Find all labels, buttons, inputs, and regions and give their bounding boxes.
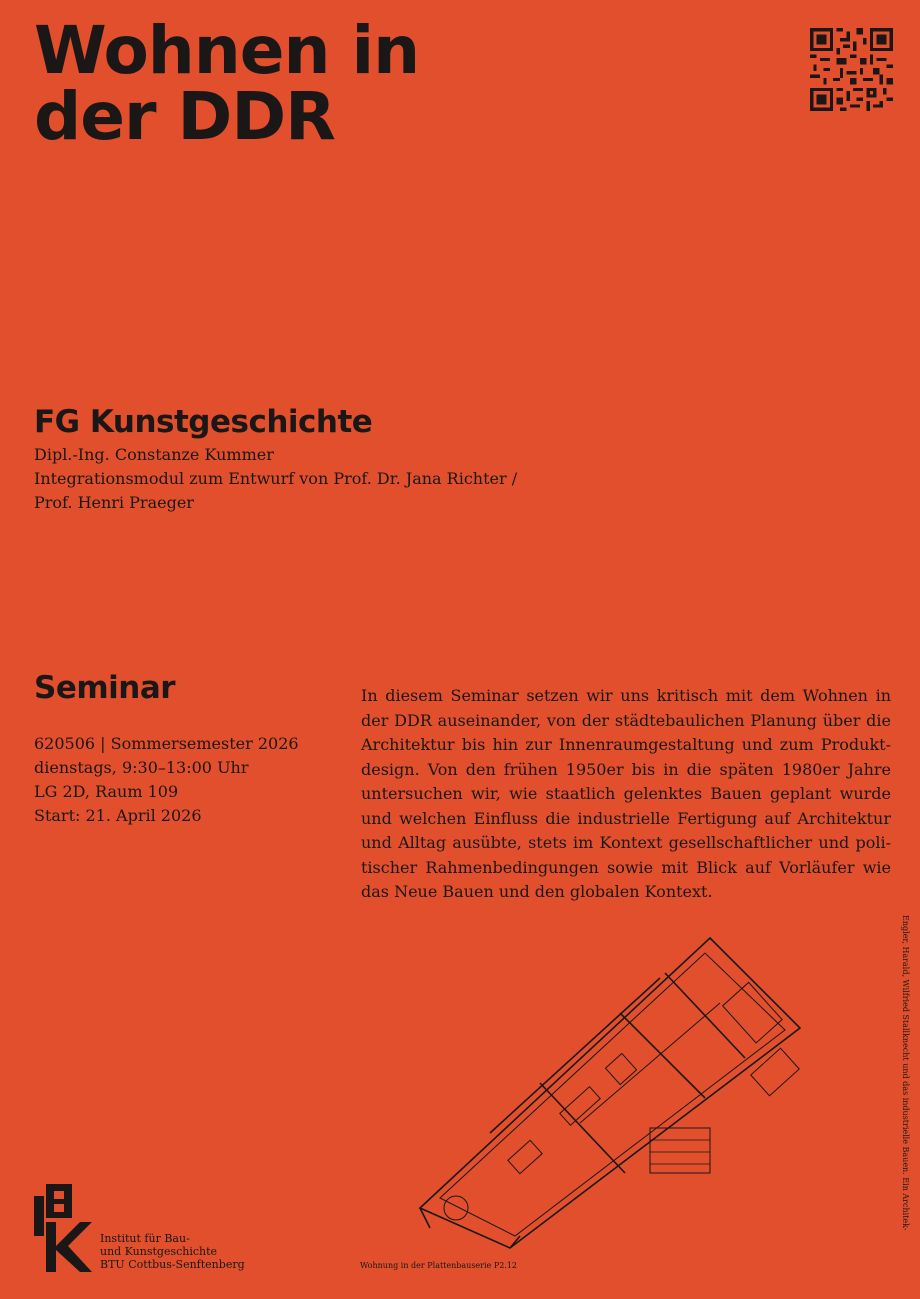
institute-line-1: Institut für Bau- [100,1232,190,1245]
qr-code-icon[interactable] [810,28,893,111]
institute-line-3: BTU Cottbus-Senftenberg [100,1258,245,1271]
drawing-caption: Wohnung in der Plattenbauserie P2.12 [360,1261,518,1270]
module-line-continued: Prof. Henri Praeger [34,493,194,512]
institute-name [100,1232,245,1271]
seminar-details [34,732,299,828]
course-number-line: 620506 | Sommersemester 2026 [34,734,299,753]
room-line: LG 2D, Raum 109 [34,782,179,801]
poster-title [34,12,420,155]
seminar-description: In diesem Seminar setzen wir uns kritisch mit dem Wohnen in der DDR auseinander, von der städtebaulichen Planung über die Architektur bis hin zur Innenraumgestaltung und zum Produktdesign. Von den frühen 1950er bis in die späten 1980er Jahre untersuchen wir, wie staatlich gelenktes Bauen geplant wurde und welchen Einfluss die industrielle Fertigung auf Architektur und Alltag ausübte, stets im Kontext gesellschaftlicher und politischer Rahmenbedingungen sowie mit Blick auf Vorläufer wie das Neue Bauen und den globalen Kontext. [361,686,891,901]
start-date-line: Start: 21. April 2026 [34,806,202,825]
seminar-heading: Seminar [34,670,176,706]
source-citation: Engler, Harald, Wilfried Stallknecht und das industrielle Bauen. Ein Architek- [901,915,910,1231]
department-heading: FG Kunstgeschichte [34,404,373,440]
institute-line-2: und Kunstgeschichte [100,1245,218,1258]
title-line-1: Wohnen in [34,12,420,89]
module-line: Integrationsmodul zum Entwurf von Prof. Dr. Jana Richter / [34,469,518,488]
department-details [34,443,554,515]
ibk-logo-icon [34,1184,96,1274]
schedule-line: dienstags, 9:30–13:00 Uhr [34,758,249,777]
apartment-drawing [360,918,880,1253]
lecturer-line: Dipl.-Ing. Constanze Kummer [34,445,274,464]
title-line-2: der DDR [34,78,335,155]
